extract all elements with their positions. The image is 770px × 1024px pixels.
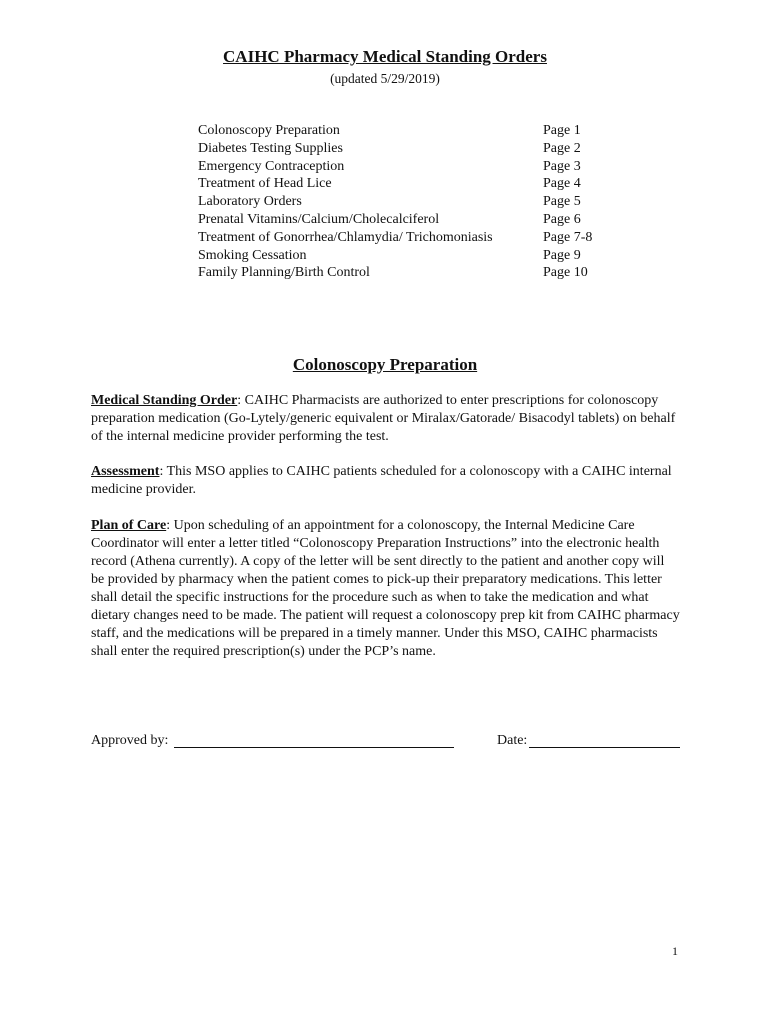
page-number: 1: [672, 944, 678, 958]
toc-row: [198, 122, 618, 140]
document-subtitle: (updated 5/29/2019): [330, 71, 440, 86]
paragraph-text: : Upon scheduling of an appointment for a colonoscopy, the Internal Medicine Care Coordinator will enter a letter titled “Colonoscopy Preparation Instructions” into the electronic health record (Athena currently). A copy of the letter will be sent directly to the patient and another copy will be provided by pharmacy when the patient comes to pick-up their preparatory medications. This letter shall detail the specific instructions for the procedure such as when to take the medication and what dietary changes need to be made. The patient will request a colonoscopy prep kit from CAIHC pharmacy staff, and the medications will be prepared in a timely manner. Under this MSO, CAIHC pharmacists shall enter the required prescription(s) under the PCP’s name.: [91, 518, 680, 659]
toc-topic: Prenatal Vitamins/Calcium/Cholecalciferol: [198, 211, 440, 227]
paragraph-text: : This MSO applies to CAIHC patients scheduled for a colonoscopy with a CAIHC internal medicine provider.: [91, 464, 672, 497]
toc-row: [198, 247, 618, 265]
document-title: CAIHC Pharmacy Medical Standing Orders: [223, 47, 547, 66]
toc-page: Page 2: [543, 140, 581, 156]
toc-page: Page 5: [543, 194, 581, 210]
approved-by-signature-line: [174, 747, 454, 748]
toc-topic: Treatment of Head Lice: [198, 176, 332, 192]
paragraph-text: : CAIHC Pharmacists are authorized to enter prescriptions for colonoscopy preparation medication (Go-Lytely/generic equivalent or Miralax/Gatorade/ Bisacodyl tablets) on behalf of the internal medicine provider performing the test.: [91, 393, 676, 444]
toc-row: [198, 140, 618, 158]
paragraph-label: Medical Standing Order: [91, 393, 238, 408]
toc-topic: Colonoscopy Preparation: [198, 123, 340, 138]
toc-topic: Emergency Contraception: [198, 158, 345, 174]
paragraph-assessment: [91, 463, 681, 499]
toc-topic: Family Planning/Birth Control: [198, 265, 370, 281]
toc-page: Page 10: [543, 265, 588, 281]
toc-topic: Smoking Cessation: [198, 247, 307, 263]
toc-topic: Diabetes Testing Supplies: [198, 140, 343, 156]
date-label: Date:: [497, 733, 528, 748]
paragraph-label: Plan of Care: [91, 518, 167, 533]
toc-page: Page 4: [543, 176, 581, 192]
paragraph-plan-of-care: [91, 517, 681, 661]
paragraph-label: Assessment: [91, 464, 160, 479]
toc-page: Page 6: [543, 211, 581, 227]
toc-topic: Laboratory Orders: [198, 194, 302, 210]
toc-page: Page 3: [543, 158, 581, 174]
toc-page: Page 1: [543, 123, 581, 138]
toc-page: Page 9: [543, 247, 581, 263]
toc-page: Page 7-8: [543, 229, 593, 245]
date-signature-line: [529, 747, 680, 748]
toc-row: [198, 158, 618, 176]
toc-topic: Treatment of Gonorrhea/Chlamydia/ Trichomoniasis: [198, 229, 493, 245]
toc-row: [198, 229, 618, 247]
table-of-contents: [198, 122, 618, 282]
toc-row: [198, 211, 618, 229]
toc-row: [198, 175, 618, 193]
section-title: Colonoscopy Preparation: [292, 355, 478, 374]
toc-row: [198, 193, 618, 211]
toc-row: [198, 264, 618, 282]
paragraph-medical-standing-order: [91, 392, 681, 446]
approved-by-label: Approved by:: [91, 733, 169, 748]
